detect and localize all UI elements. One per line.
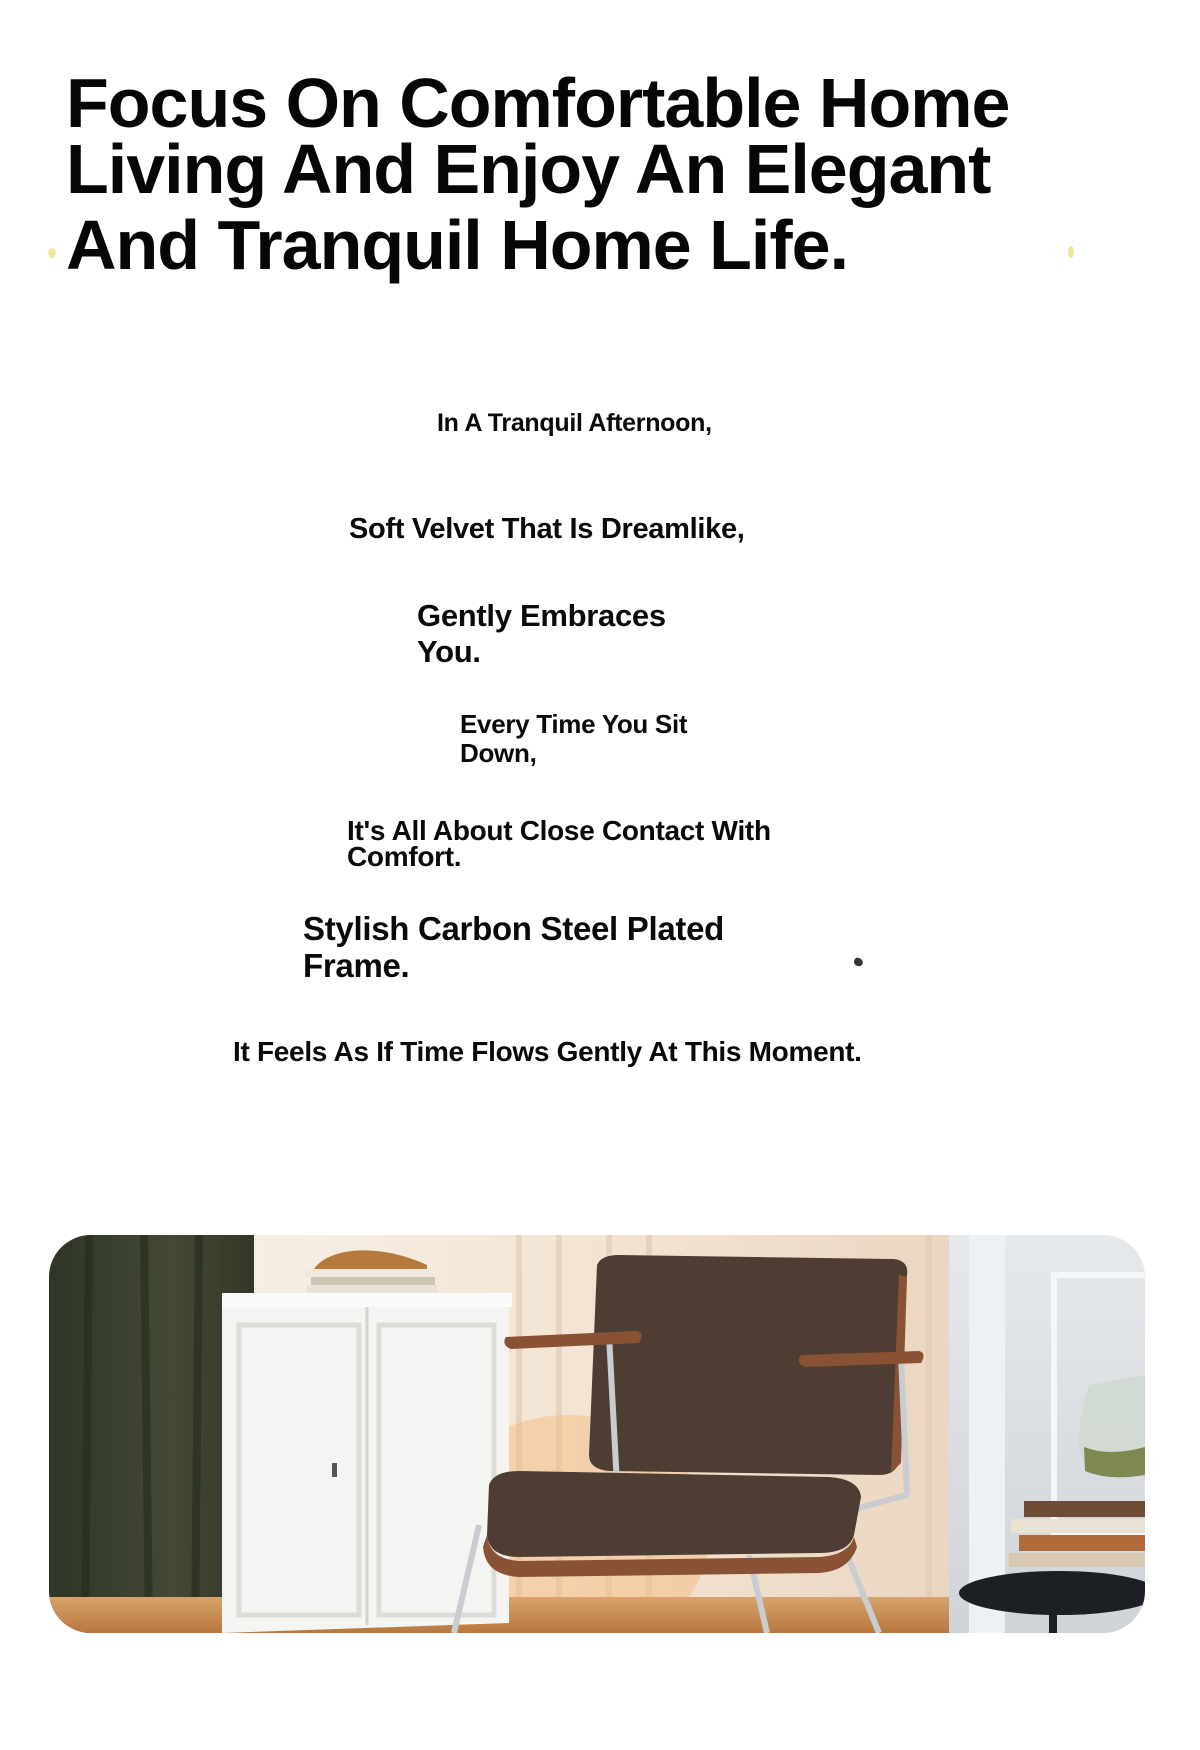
phrase-tranquil-afternoon: In A Tranquil Afternoon, <box>437 409 712 437</box>
glass-vase <box>1079 1375 1145 1479</box>
decor-dot-right <box>1068 246 1074 258</box>
product-photo <box>49 1235 1145 1633</box>
headline <box>66 64 1086 284</box>
phrase-gently-embraces: Gently Embraces You. <box>417 598 666 669</box>
headline-line-2: Living And Enjoy An Elegant <box>66 130 991 208</box>
wall-pilaster <box>969 1235 1005 1633</box>
headline-line-1: Focus On Comfortable Home <box>66 64 1010 142</box>
phrase-close-contact: It's All About Close Contact With Comfort. <box>347 815 771 872</box>
decor-dot-left <box>48 248 56 258</box>
decor-speck <box>853 957 864 968</box>
phrase-time-flows: It Feels As If Time Flows Gently At This Moment. <box>233 1036 862 1067</box>
phrase-every-time-sit: Every Time You Sit Down, <box>460 709 688 768</box>
headline-line-3: And Tranquil Home Life. <box>66 206 849 284</box>
phrase-carbon-steel-frame: Stylish Carbon Steel Plated Frame. <box>303 910 725 984</box>
armchair-scene-illustration <box>49 1235 1145 1633</box>
phrase-soft-velvet: Soft Velvet That Is Dreamlike, <box>349 513 745 545</box>
